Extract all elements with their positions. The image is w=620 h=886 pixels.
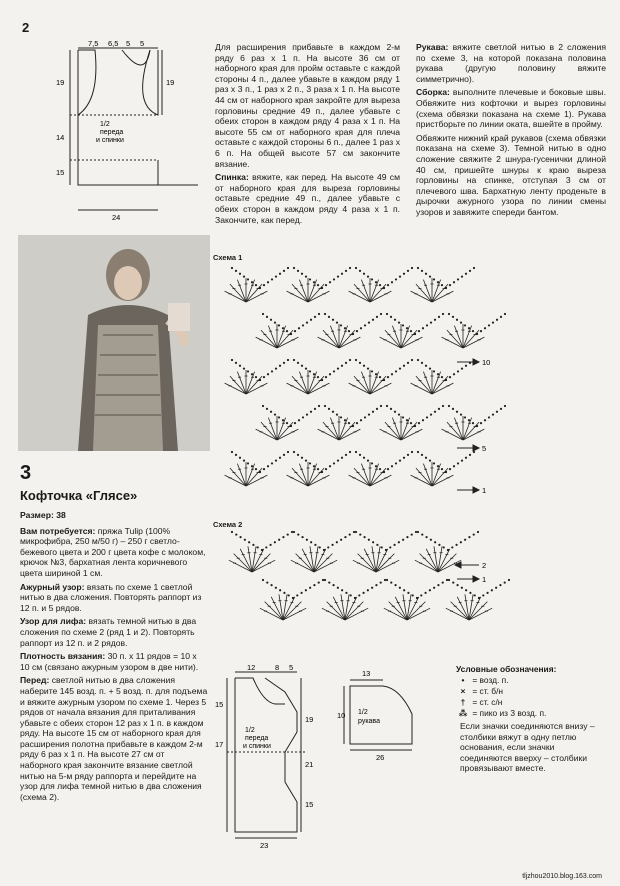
- sleeve-label-2: рукава: [358, 718, 380, 725]
- chain-row: [290, 313, 320, 335]
- chain-row: [445, 267, 475, 289]
- stitch-fan: [384, 594, 430, 620]
- symbol-legend: [456, 664, 616, 774]
- scheme-2-label: Схема 2: [213, 520, 243, 529]
- left-column-text: [20, 510, 208, 805]
- scheme-1-label: Схема 1: [213, 253, 243, 262]
- legend-item: † = ст. с/н: [456, 697, 616, 708]
- project-title: Кофточка «Глясе»: [20, 488, 138, 503]
- chain-row: [476, 313, 506, 335]
- model-illustration: [18, 235, 210, 451]
- bodice-width-5: 5: [289, 663, 294, 672]
- chain-row: [261, 531, 293, 551]
- scheme-2-row-markers: [455, 558, 495, 588]
- stitch-fan: [225, 278, 268, 302]
- middle-column-text: [215, 42, 400, 228]
- middle-paragraph: Спинка: вяжите, как перед. На высоте 49 см от наборного края для выреза горловины оставьте средние 49 п., далее убавьте с обеих сторон в каждом ряду 4 раза х 1 п. Закончите, как перед.: [215, 172, 400, 225]
- stitch-fan: [287, 462, 330, 486]
- model-photo: [18, 235, 210, 451]
- chain-row: [324, 579, 356, 599]
- width-label-4: 5: [140, 39, 145, 48]
- row-marker-1b: 1: [482, 575, 487, 584]
- stitch-fan: [411, 462, 454, 486]
- chain-row: [293, 531, 325, 551]
- chain-row: [321, 359, 351, 381]
- row-marker-1: 1: [482, 486, 487, 495]
- chain-row: [259, 451, 289, 473]
- legend-note: Если значки соединяются внизу – столбики вяжут в одну петлю основания, если значки соединяются вверху – столбики провязывают вместе.: [460, 721, 595, 774]
- height-label-2: 14: [56, 133, 65, 142]
- legend-item: • = возд. п.: [456, 675, 616, 686]
- bodice-label-2: переда: [245, 735, 269, 742]
- stitch-fan: [380, 324, 423, 348]
- chain-row: [262, 579, 294, 599]
- width-label-2: 6,5: [108, 39, 119, 48]
- piece-label-2: переда: [100, 129, 124, 136]
- armhole-left: [78, 50, 96, 115]
- bodice-width-8: 8: [275, 663, 280, 672]
- double-crochet-icon: †: [460, 697, 466, 707]
- stitch-fan: [318, 324, 361, 348]
- legend-item: ⁂ = пико из 3 возд. п.: [456, 708, 616, 719]
- height-label-1: 19: [56, 78, 65, 87]
- single-crochet-icon: ×: [460, 686, 466, 696]
- chain-stitch-icon: •: [461, 675, 465, 685]
- stitch-fan: [225, 462, 268, 486]
- stitch-fan: [322, 594, 368, 620]
- stitch-fan: [349, 462, 392, 486]
- left-paragraph: Узор для лифа: вязать темной нитью в два сложения по схеме 2 (ряд 1 и 2). Повторять раппорт из 12 п. и 2 рядов.: [20, 616, 197, 648]
- bodice-bottom-width: 23: [260, 841, 269, 850]
- bodice-width-12: 12: [247, 663, 256, 672]
- chain-row: [447, 531, 479, 551]
- stitch-fan: [380, 416, 423, 440]
- chain-row: [355, 531, 387, 551]
- armhole-right: [143, 50, 158, 115]
- legend-item: × = ст. б/н: [456, 686, 616, 697]
- bodice-height-21: 21: [305, 760, 314, 769]
- scheme-1-row-markers: [455, 345, 495, 505]
- legend-title: Условные обозначения:: [456, 664, 557, 674]
- stitch-fan: [353, 546, 399, 572]
- width-label-1: 7,5: [88, 39, 99, 48]
- chain-row: [231, 531, 263, 551]
- right-paragraph: Рукава: вяжите светлой нитью в 2 сложения по схеме 3, на которой показана половина рукава (другую половину вяжите симметрично).: [416, 42, 606, 84]
- sleeve-bottom-width: 26: [376, 753, 385, 762]
- scheme-2-chart: [222, 528, 482, 638]
- bottom-width-label: 24: [112, 213, 121, 222]
- bodice-height-19: 19: [305, 715, 314, 724]
- bodice-outline: [235, 678, 297, 832]
- top-pattern-diagram: [50, 40, 190, 230]
- bodice-label-3: и спинки: [243, 743, 271, 750]
- height-label-3: 15: [56, 168, 65, 177]
- piece-label-3: и спинки: [96, 137, 124, 144]
- left-paragraph: Вам потребуется: пряжа Tulip (100% микрофибра, 250 м/50 г) – 250 г светло-бежевого цвета и 200 г цвета кофе с молоком, крючок №3, бархатная лента коричневого цвета шириной 1 см.: [20, 525, 206, 578]
- left-paragraph: Ажурный узор: вязать по схеме 1 светлой нитью в два сложения. Повторять раппорт из 12 п. и 5 рядов.: [20, 581, 202, 613]
- stitch-fan: [318, 416, 361, 440]
- stitch-fan: [256, 324, 299, 348]
- chain-row: [352, 313, 382, 335]
- stitch-fan: [260, 594, 306, 620]
- stitch-fan: [225, 370, 268, 394]
- bodice-height-15: 15: [215, 700, 224, 709]
- stitch-fan: [349, 278, 392, 302]
- stitch-fan: [287, 370, 330, 394]
- website-credit: tljzhou2010.blog.163.com: [522, 873, 602, 880]
- stitch-fan: [229, 546, 275, 572]
- row-marker-2: 2: [482, 561, 487, 570]
- right-height-label: 19: [166, 78, 175, 87]
- chain-row: [292, 579, 324, 599]
- chain-row: [321, 451, 351, 473]
- row-marker-10: 10: [482, 358, 491, 367]
- stitch-fan: [291, 546, 337, 572]
- stitch-fan: [349, 370, 392, 394]
- chain-row: [354, 579, 386, 599]
- bodice-height-17: 17: [215, 740, 224, 749]
- bodice-height-15b: 15: [305, 800, 314, 809]
- sleeve-pattern-diagram: [338, 666, 428, 766]
- chain-row: [383, 267, 413, 289]
- chain-row: [259, 267, 289, 289]
- stitch-fan: [446, 594, 492, 620]
- sleeve-label-1: 1/2: [358, 709, 368, 716]
- chain-row: [259, 359, 289, 381]
- bodice-label-1: 1/2: [245, 727, 255, 734]
- bodice-pattern-diagram: [205, 662, 333, 852]
- sleeve-top-width: 13: [362, 669, 371, 678]
- chain-row: [414, 313, 444, 335]
- stitch-fan: [411, 370, 454, 394]
- row-marker-5: 5: [482, 444, 487, 453]
- stitch-fan: [256, 416, 299, 440]
- chain-row: [385, 531, 417, 551]
- right-paragraph: Сборка: выполните плечевые и боковые швы. Обвяжите низ кофточки и вырез горловины (схема обвязки показана на схеме 1). Рукава пристборьте по линии оката, вшейте в пройму.: [416, 87, 606, 130]
- picot-icon: ⁂: [458, 708, 468, 718]
- chain-row: [383, 359, 413, 381]
- piece-label-1: 1/2: [100, 121, 110, 128]
- scheme-1-chart: [222, 262, 482, 500]
- stitch-fan: [287, 278, 330, 302]
- left-paragraph: Перед: светлой нитью в два сложения наберите 145 возд. п. + 5 возд. п. для подъема и вяжите ажурным узором по схеме 1. Через 5 рядов от начала вязания для приталивания убавьте с обеих сторон 12 раз х 1 п. в каждом ряду. На высоте 15 см от наборного края для расширения полотна прибавьте в каждом 2-м ряду 6 раз х 1 п. На высоте 27 см от наборного края закончите вязание светлой нитью на 5-м ряду раппорта и перейдите на узор для лифа темной нитью в два сложения (схема 2).: [20, 675, 208, 802]
- right-paragraph: Обвяжите нижний край рукавов (схема обвязки показана на схеме 3). Темной нитью в одно сложение свяжите 2 шнура-гусенички длиной 40 см, пришейте шнуры к краю выреза горловины на спинке, отступая 3 см от плечевого шва. Бархатную ленту проденьте в дырочки ажурного узора по линии смены узоров и завяжите спереди бантом.: [416, 132, 606, 217]
- right-column-text: [416, 42, 606, 221]
- chain-row: [414, 405, 444, 427]
- sleeve-height: 10: [337, 711, 346, 720]
- page-number: 2: [22, 20, 30, 35]
- middle-paragraph: Для расширения прибавьте в каждом 2-м ряду 6 раз х 1 п. На высоте 36 см от наборного края для пройм оставьте с каждой стороны 4 п., далее убавьте в каждом ряду 1 раз х 3 п., 1 раз х 2 п., 3 раза х 1 п. На высоте 44 см от наборного края закройте для выреза горловины средние 49 п., далее убавьте с обеих сторон в каждом ряду 4 раза х 1 п. На высоте 55 см от наборного края для плеча оставьте с каждой стороны 6 п., далее 1 раз х 6 п. На общей высоте 57 см закончите вязание.: [215, 42, 400, 169]
- width-label-3: 5: [126, 39, 131, 48]
- chain-row: [321, 267, 351, 289]
- chain-row: [290, 405, 320, 427]
- chain-row: [417, 531, 449, 551]
- chain-row: [383, 451, 413, 473]
- stitch-fan: [411, 278, 454, 302]
- size-line: Размер: 38: [20, 510, 66, 520]
- chain-row: [416, 579, 448, 599]
- chain-row: [386, 579, 418, 599]
- chain-row: [352, 405, 382, 427]
- section-number: 3: [20, 462, 32, 484]
- left-paragraph: Плотность вязания: 30 п. х 11 рядов = 10 х 10 см (связано ажурным узором в две нити).: [20, 651, 199, 672]
- chain-row: [323, 531, 355, 551]
